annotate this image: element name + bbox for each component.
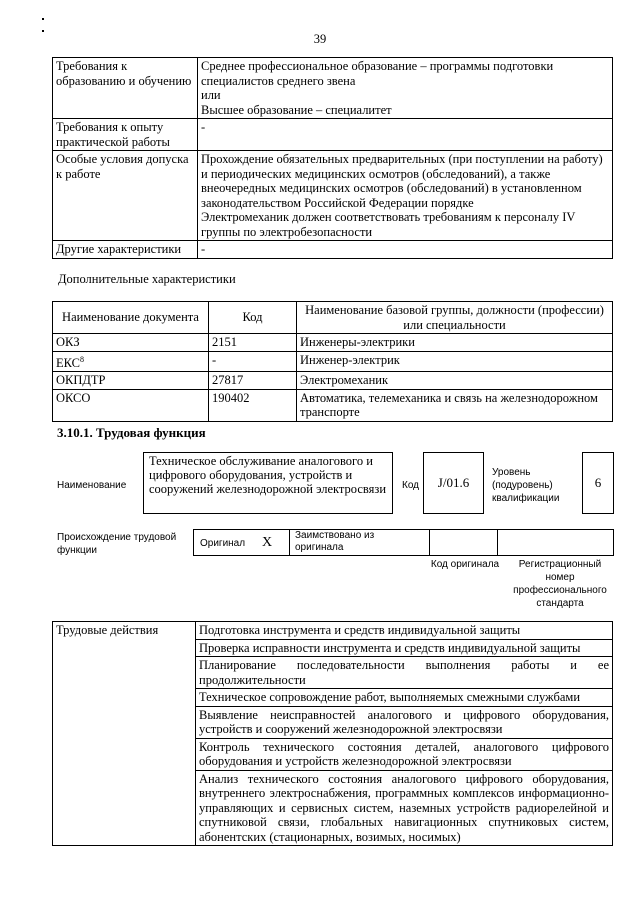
cell-code: 190402 bbox=[209, 389, 297, 421]
column-header: Наименование базовой группы, должности (профессии) или специальности bbox=[297, 302, 613, 334]
original-label: Оригинал bbox=[200, 538, 246, 549]
additional-table bbox=[52, 301, 613, 422]
value-line: Электромеханик должен соответствовать требованиям к персоналу IV группы по электробезопасности bbox=[201, 210, 576, 239]
function-name-box: Техническое обслуживание аналогового и цифрового оборудования, устройств и сооружений железнодорожной электросвязи bbox=[143, 452, 393, 514]
action-item: Выявление неисправностей аналогового и цифрового оборудования, устройств и сооружений железнодорожной электросвязи bbox=[196, 706, 613, 738]
cell-doc bbox=[53, 351, 209, 372]
origin-row bbox=[193, 529, 614, 556]
actions-table bbox=[52, 621, 613, 846]
table-row bbox=[53, 351, 613, 372]
value-line: Среднее профессиональное образование – программы подготовки специалистов среднего звена bbox=[201, 59, 554, 88]
cell-name: Инженер-электрик bbox=[297, 351, 613, 372]
divider bbox=[289, 530, 290, 555]
cell-code: 27817 bbox=[209, 372, 297, 390]
action-item: Техническое сопровождение работ, выполняемых смежными службами bbox=[196, 689, 613, 707]
footnote-mark: 8 bbox=[80, 354, 84, 364]
row-label: Особые условия допуска к работе bbox=[53, 151, 198, 241]
row-value: - bbox=[198, 119, 613, 151]
cell-name: Инженеры-электрики bbox=[297, 334, 613, 352]
doc-code: ЕКС bbox=[56, 355, 80, 370]
table-row bbox=[53, 151, 613, 241]
action-item: Подготовка инструмента и средств индивидуальной защиты bbox=[196, 622, 613, 640]
column-header: Наименование документа bbox=[53, 302, 209, 334]
table-row bbox=[53, 389, 613, 421]
table-row bbox=[53, 58, 613, 119]
column-header: Код bbox=[209, 302, 297, 334]
name-label: Наименование bbox=[57, 480, 127, 491]
row-value: - bbox=[198, 241, 613, 259]
action-item: Планирование последовательности выполнения работы и ее продолжительности bbox=[196, 657, 613, 689]
level-box: 6 bbox=[582, 452, 614, 514]
divider bbox=[497, 530, 498, 555]
function-code-box: J/01.6 bbox=[423, 452, 484, 514]
row-label: Требования к образованию и обучению bbox=[53, 58, 198, 119]
page-number: 39 bbox=[313, 32, 327, 46]
table-header-row bbox=[53, 302, 613, 334]
code-caption: Код оригинала bbox=[430, 559, 500, 570]
action-item: Проверка исправности инструмента и средств индивидуальной защиты bbox=[196, 639, 613, 657]
row-label: Требования к опыту практической работы bbox=[53, 119, 198, 151]
table-row bbox=[53, 119, 613, 151]
table-row bbox=[53, 334, 613, 352]
level-label: Уровень (подуровень) квалификации bbox=[492, 467, 560, 504]
row-value bbox=[198, 151, 613, 241]
requirements-table bbox=[52, 57, 613, 259]
cell-code: 2151 bbox=[209, 334, 297, 352]
table-row bbox=[53, 372, 613, 390]
borrowed-label: Заимствовано из оригинала bbox=[295, 530, 375, 553]
row-label: Другие характеристики bbox=[53, 241, 198, 259]
cell-doc: ОКПДТР bbox=[53, 372, 209, 390]
value-line: или bbox=[201, 88, 221, 102]
table-row bbox=[53, 241, 613, 259]
code-label: Код bbox=[402, 480, 420, 491]
reg-caption: Регистрационный номер профессионального стандарта bbox=[513, 559, 607, 609]
actions-label: Трудовые действия bbox=[53, 622, 196, 846]
scan-dot bbox=[42, 18, 44, 20]
value-line: Высшее образование – специалитет bbox=[201, 102, 392, 117]
cell-name: Автоматика, телемеханика и связь на железнодорожном транспорте bbox=[297, 389, 613, 421]
section-heading: Дополнительные характеристики bbox=[58, 272, 236, 286]
cell-code: - bbox=[209, 351, 297, 372]
row-value bbox=[198, 58, 613, 119]
table-row bbox=[53, 622, 613, 640]
labor-function-title: 3.10.1. Трудовая функция bbox=[57, 425, 206, 440]
cell-name: Электромеханик bbox=[297, 372, 613, 390]
divider bbox=[429, 530, 430, 555]
action-item: Анализ технического состояния аналогового цифрового оборудования, внутреннего электроснабжения, программных комплексов информационно-управляющих и сервисных систем, наземных устройств радиорелейной и спутниковой связи, глобальных навигационных спутниковых систем, абонентских (стационарных, возимых, носимых) bbox=[196, 770, 613, 846]
original-mark: X bbox=[262, 535, 273, 550]
cell-doc: ОКСО bbox=[53, 389, 209, 421]
origin-label: Происхождение трудовой функции bbox=[57, 532, 177, 556]
value-line: Прохождение обязательных предварительных (при поступлении на работу) и периодических медицинских осмотров (обследований), а также внеочередных медицинских осмотров (обследований) в установленном законодательством Российской Федерации порядке bbox=[201, 152, 603, 210]
action-item: Контроль технического состояния деталей, аналогового цифрового оборудования и устройств железнодорожной электросвязи bbox=[196, 738, 613, 770]
cell-doc: ОКЗ bbox=[53, 334, 209, 352]
